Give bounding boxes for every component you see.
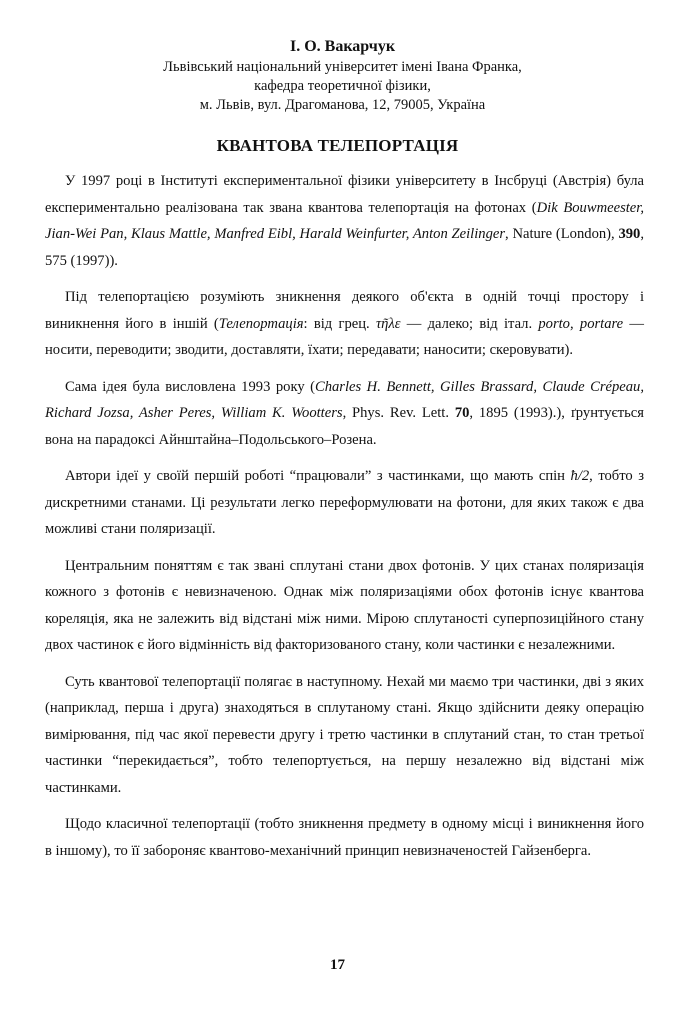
paragraph-4-text-b: , тобто з дискретними станами. Ці результати легко переформулювати на фотони, для яких також є два можливі стани поляризації.: [45, 468, 644, 537]
paragraph-3-text-b: , Phys. Rev. Lett.: [342, 405, 455, 421]
paragraph-1-text-c: , 575 (1997)).: [45, 226, 644, 269]
paragraph-4-spin-value: ħ/2: [570, 468, 590, 484]
paragraph-4-text-a: Автори ідеї у своїй першій роботі “працювали” з частинками, що мають спін: [65, 468, 571, 484]
affiliation-department: кафедра теоретичної фізики,: [254, 78, 431, 94]
article-body: [45, 168, 644, 874]
paragraph-2-text-a: Під телепортацією розуміють зникнення деякого об'єкта в одній точці простору і виникнення його в іншій (: [45, 289, 644, 332]
paragraph-5: Центральним поняттям є так звані сплутані стани двох фотонів. У цих станах поляризація кожного з фотонів є невизначеною. Однак між поляризаціями обох фотонів існує квантова кореляція, яка не залежить від відстані між ними. Мірою сплутаності суперпозиційного стану двох частинок є його відмінність від факторизованого стану, коли частинки є незалежними.: [45, 557, 644, 653]
paragraph-3-authors: Charles H. Bennett, Gilles Brassard, Claude Crépeau, Richard Jozsa, Asher Peres, William K. Wootters: [45, 378, 644, 421]
paragraph-3-text-a: Сама ідея була висловлена 1993 року (: [65, 378, 315, 395]
paragraph-2-text-e: — носити, переводити; зводити, доставляти, їхати; передавати; наносити; скеровувати).: [45, 315, 644, 358]
paragraph-2-greek-word: τῆλε: [375, 315, 401, 332]
paragraph-2-porto: porto: [538, 315, 570, 332]
paragraph-4: [45, 463, 644, 543]
author-name: І. О. Вакарчук: [289, 38, 396, 55]
paragraph-2-text-b: : від грец.: [303, 315, 376, 332]
paragraph-2-text-c: — далеко; від італ.: [400, 315, 539, 332]
paragraph-1-text-b: , Nature (London),: [505, 226, 619, 242]
paragraph-1: [45, 168, 644, 274]
paragraph-3-volume: 70: [454, 405, 470, 421]
paragraph-3: [45, 374, 644, 454]
paragraph-7: Щодо класичної телепортації (тобто зникнення предмету в одному місці і виникнення його в іншому), то її забороняє квантово-механічний принцип невизначеностей Гайзенберга.: [45, 816, 644, 859]
affiliation-address: м. Львів, вул. Драгоманова, 12, 79005, Україна: [199, 97, 486, 113]
article-header: [0, 36, 675, 115]
paragraph-1-volume: 390: [618, 226, 641, 242]
paragraph-3-text-c: , 1895 (1993).), ґрунтується вона на парадоксі Айнштайна–Подольського–Розена.: [45, 405, 644, 448]
paragraph-2: [45, 284, 644, 364]
paragraph-1-authors: Dik Bouwmeester, Jian-Wei Pan, Klaus Mattle, Manfred Eibl, Harald Weinfurter, Anton Zeilinger: [45, 199, 644, 242]
paragraph-1-text-a: У 1997 році в Інституті експериментальної фізики університету в Інсбруці (Австрія) була експериментально реалізована так звана квантова телепортація на фотонах (: [45, 173, 644, 216]
article-title: КВАНТОВА ТЕЛЕПОРТАЦІЯ: [216, 136, 459, 155]
affiliation-university: Львівський національний університет імені Івана Франка,: [163, 59, 522, 75]
paragraph-2-portare: portare: [579, 315, 624, 332]
paragraph-2-text-d: ,: [569, 315, 580, 332]
page-number: 17: [330, 957, 345, 973]
paragraph-2-term: Телепортація: [218, 315, 304, 332]
paragraph-6: Суть квантової телепортації полягає в наступному. Нехай ми маємо три частинки, дві з яких (наприклад, перша і друга) знаходяться в сплутаному стані. Якщо здійснити деяку операцію вимірювання, під час якої перевести другу і третю частинки в сплутаний стан, то стан третьої частинки “перекидається”, тобто телепортується, на першу незалежно від відстані між частинками.: [45, 673, 644, 796]
